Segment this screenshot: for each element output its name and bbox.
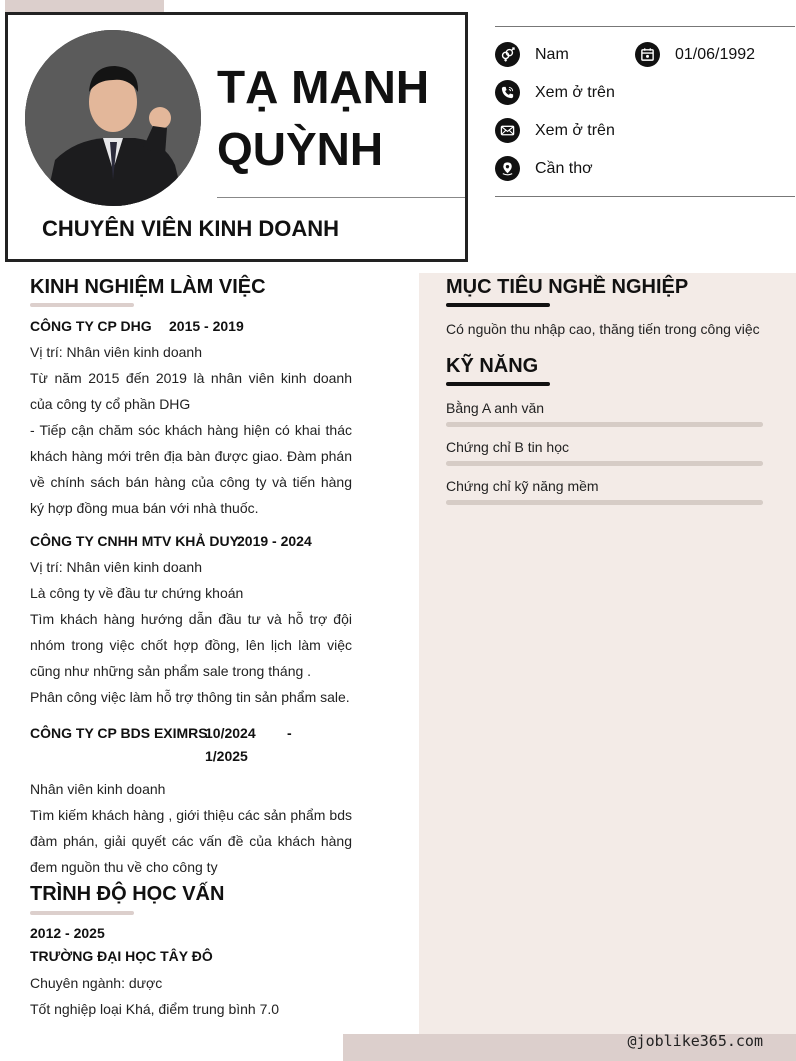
job-3-header bbox=[30, 722, 352, 768]
skill-1-bar bbox=[446, 422, 763, 427]
skill-3-bar bbox=[446, 500, 763, 505]
watermark: @joblike365.com bbox=[627, 1032, 763, 1050]
profile-photo bbox=[25, 30, 201, 206]
education-period: 2012 - 2025 bbox=[30, 925, 105, 941]
gender-icon bbox=[495, 42, 520, 67]
job-3-period-start: 10/2024 bbox=[205, 725, 256, 741]
job-2-line-4: Phân công việc làm hỗ trợ thông tin sản phẩm sale. bbox=[30, 689, 350, 705]
email-item bbox=[495, 118, 615, 143]
job-title: CHUYÊN VIÊN KINH DOANH bbox=[42, 216, 340, 241]
skill-3-label: Chứng chỉ kỹ năng mềm bbox=[446, 478, 599, 494]
calendar-icon bbox=[635, 42, 660, 67]
job-1 bbox=[30, 318, 352, 521]
experience-underline bbox=[30, 303, 134, 307]
education-result: Tốt nghiệp loại Khá, điểm trung bình 7.0 bbox=[30, 1001, 280, 1017]
job-2-line-3: Tìm khách hàng hướng dẫn đầu tư và hỗ trợ đội nhóm trong việc chốt hợp đồng, lên lịch làm việc cũng như những sản phẩm sale trong tháng . bbox=[30, 611, 352, 679]
name-line-2: QUỲNH bbox=[217, 123, 384, 175]
info-top-divider bbox=[495, 26, 795, 27]
skill-2-bar bbox=[446, 461, 763, 466]
education-entry bbox=[30, 922, 352, 1022]
education-major: Chuyên ngành: dược bbox=[30, 975, 163, 991]
education-title: TRÌNH ĐỘ HỌC VẤN bbox=[30, 883, 225, 905]
job-3-company: CÔNG TY CP BDS EXIMRS bbox=[30, 725, 208, 741]
job-2-period: 2019 - 2024 bbox=[237, 533, 312, 549]
job-3-period bbox=[205, 722, 292, 768]
education-school: TRƯỜNG ĐẠI HỌC TÂY ĐÔ bbox=[30, 948, 213, 964]
job-1-header bbox=[30, 318, 352, 334]
job-2-line-1: Vị trí: Nhân viên kinh doanh bbox=[30, 559, 202, 575]
name-divider bbox=[217, 197, 465, 198]
job-2-header bbox=[30, 533, 352, 549]
skill-item-1 bbox=[446, 400, 763, 427]
email-value: Xem ở trên bbox=[535, 121, 615, 139]
avatar bbox=[25, 30, 201, 206]
objective-title: MỤC TIÊU NGHỀ NGHIỆP bbox=[446, 276, 689, 298]
location-icon bbox=[495, 156, 520, 181]
skill-item-2 bbox=[446, 439, 763, 466]
address-value: Cần thơ bbox=[535, 159, 593, 177]
objective-underline bbox=[446, 303, 550, 307]
job-2 bbox=[30, 533, 352, 710]
birthday-value: 01/06/1992 bbox=[675, 45, 756, 63]
skill-3-fill bbox=[446, 500, 763, 505]
skills-title: KỸ NĂNG bbox=[446, 355, 539, 377]
birthday-item bbox=[635, 42, 755, 67]
job-1-line-2: Từ năm 2015 đến 2019 là nhân viên kinh doanh của công ty cổ phần DHG bbox=[30, 370, 352, 412]
candidate-name bbox=[217, 56, 462, 180]
email-icon bbox=[495, 118, 520, 143]
gender-value: Nam bbox=[535, 45, 569, 63]
right-column-panel bbox=[419, 273, 796, 1061]
skill-1-label: Bằng A anh văn bbox=[446, 400, 545, 416]
job-3-period-dash: - bbox=[287, 725, 292, 741]
job-3-line-2: Tìm kiếm khách hàng , giới thiệu các sản phẩm bds đàm phán, giải quyết các vấn đề của khách hàng đem nguồn thu về cho công ty bbox=[30, 807, 352, 875]
job-1-line-3: - Tiếp cận chăm sóc khách hàng hiện có khai thác khách hàng mới trên địa bàn được giao. Đàm phán về chính sách bán hàng của công ty và tiến hàng ký hợp đồng mua bán với nhà thuốc. bbox=[30, 422, 352, 516]
phone-icon bbox=[495, 80, 520, 105]
job-3-line-1: Nhân viên kinh doanh bbox=[30, 781, 166, 797]
job-3-period-end: 1/2025 bbox=[205, 748, 248, 764]
job-2-line-2: Là công ty về đầu tư chứng khoán bbox=[30, 585, 244, 601]
skill-2-label: Chứng chỉ B tin học bbox=[446, 439, 569, 455]
phone-item bbox=[495, 80, 615, 105]
address-item bbox=[495, 156, 593, 181]
gender-item bbox=[495, 42, 569, 67]
job-3 bbox=[30, 722, 352, 880]
objective-text: Có nguồn thu nhập cao, thăng tiến trong công việc bbox=[446, 321, 760, 337]
phone-value: Xem ở trên bbox=[535, 83, 615, 101]
education-underline bbox=[30, 911, 134, 915]
job-1-line-1: Vị trí: Nhân viên kinh doanh bbox=[30, 344, 202, 360]
name-line-1: TẠ MẠNH bbox=[217, 61, 430, 113]
job-1-company: CÔNG TY CP DHG bbox=[30, 318, 152, 334]
job-1-period: 2015 - 2019 bbox=[169, 318, 244, 334]
job-2-company: CÔNG TY CNHH MTV KHẢ DUY bbox=[30, 533, 239, 549]
skill-item-3 bbox=[446, 478, 763, 505]
experience-title: KINH NGHIỆM LÀM VIỆC bbox=[30, 276, 266, 298]
info-bottom-divider bbox=[495, 196, 795, 197]
skill-2-fill bbox=[446, 461, 763, 466]
skill-1-fill bbox=[446, 422, 763, 427]
skills-underline bbox=[446, 382, 550, 386]
